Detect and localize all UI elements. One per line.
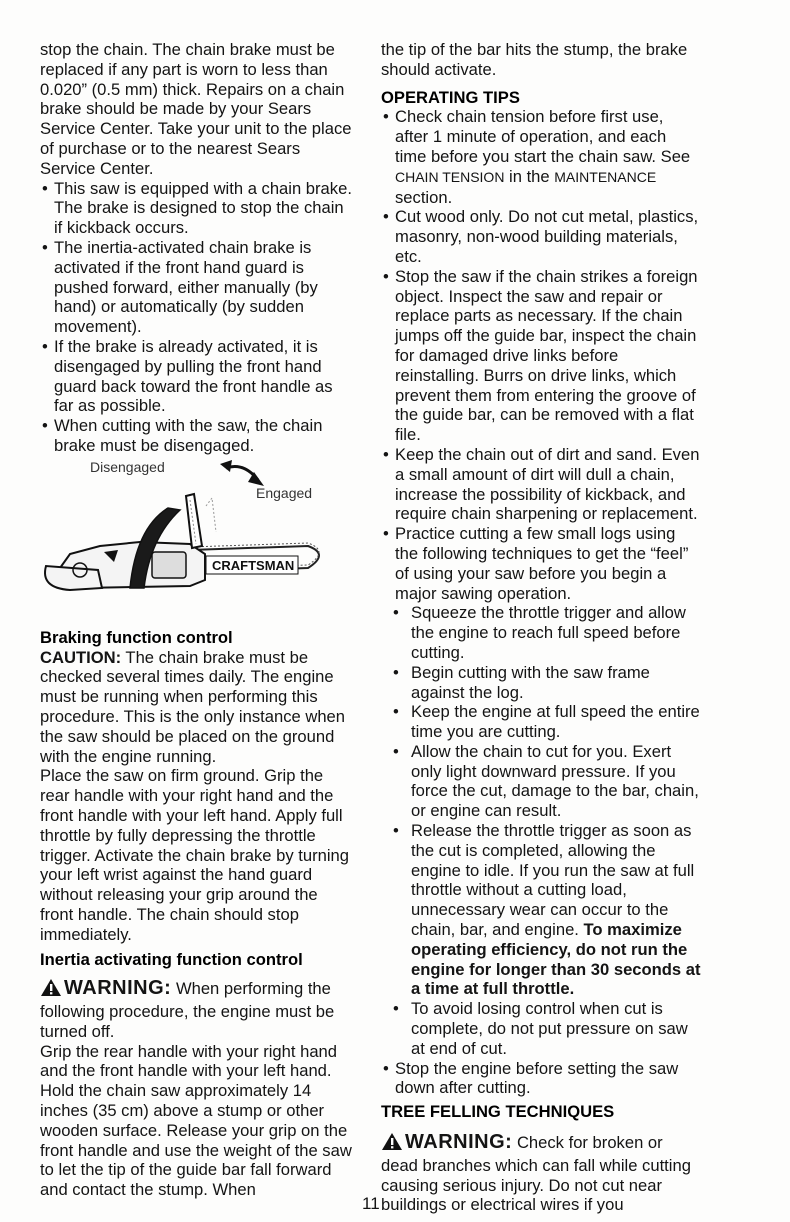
tip-text: Release the throttle trigger as soon as the cut is completed, allowing the engine to idle. If you run the saw at full throttle without a cutting load, unnecessary wear can occur to the chain, bar, and engine. [411, 821, 695, 940]
cutting-technique-list [381, 603, 701, 1058]
caution-text: The chain brake must be checked several times daily. The engine must be running when performing this procedure. This is the only instance when the saw should be placed on the ground with the engine running. [40, 647, 346, 766]
list-item: • Practice cutting a few small logs using the following techniques to get the “feel” of using your saw before you begin a major sawing operation. [381, 524, 701, 603]
list-item: • The inertia-activated chain brake is activated if the front hand guard is pushed forward, either manually (by hand) or automatically (by sudden movement). [40, 238, 352, 337]
list-item: • This saw is equipped with a chain brake. The brake is designed to stop the chain if kickback occurs. [40, 179, 352, 238]
warning-triangle-icon [381, 1132, 403, 1156]
list-item: • If the brake is already activated, it is disengaged by pulling the front hand guard back toward the front handle as far as possible. [40, 337, 352, 416]
caution-paragraph [40, 648, 352, 767]
list-item: • To avoid losing control when cut is complete, do not put pressure on saw at end of cut. [381, 999, 701, 1058]
warning-paragraph [40, 978, 352, 1041]
tree-felling-heading: TREE FELLING TECHNIQUES [381, 1102, 615, 1122]
list-item: • Allow the chain to cut for you. Exert only light downward pressure. If you force the cut, damage to the bar, chain, or engine can result. [381, 742, 701, 821]
operating-tips-list [381, 107, 701, 603]
list-item: • Keep the engine at full speed the entire time you are cutting. [381, 702, 701, 742]
list-item: • Stop the engine before setting the saw down after cutting. [381, 1059, 701, 1099]
list-item: • Cut wood only. Do not cut metal, plastics, masonry, non-wood building materials, etc. [381, 207, 701, 266]
braking-heading: Braking function control [40, 627, 233, 647]
inertia-paragraph: Grip the rear handle with your right hand and the front handle with your left hand. Hold the chain saw approximately 14 inches (35 cm) above a stump or other wooden surface. Release your grip on the front handle and use the weight of the saw to let the tip of the guide bar fall forward and contact the stump. When [40, 1041, 352, 1200]
tip-text: section. [395, 187, 453, 207]
list-item: • When cutting with the saw, the chain brake must be disengaged. [40, 416, 352, 456]
felling-warning-paragraph [381, 1132, 701, 1215]
left-column [40, 40, 352, 1200]
warning-word: WARNING: [64, 977, 172, 1000]
page-number: 11 [362, 1194, 380, 1213]
brand-text: CRAFTSMAN [212, 557, 295, 573]
tip-text: in the [504, 166, 555, 186]
warning-word: WARNING: [405, 1131, 513, 1154]
list-item: • Stop the saw if the chain strikes a foreign object. Inspect the saw and repair or replace parts as necessary. If the chain jumps off the guide bar, inspect the chain for damaged drive links before reinstalling. Burrs on drive links, which prevent them from entering the groove of the guide bar, can be removed with a flat file. [381, 267, 701, 445]
warning-triangle-icon [40, 978, 62, 1002]
right-column [381, 40, 701, 1215]
list-item [381, 821, 701, 999]
list-item: • Keep the chain out of dirt and sand. Even a small amount of dirt will dull a chain, increase the possibility of kickback, and require chain sharpening or replacement. [381, 445, 701, 524]
engaged-label: Engaged [256, 484, 313, 501]
list-item [381, 107, 701, 207]
continuation-paragraph: the tip of the bar hits the stump, the brake should activate. [381, 40, 688, 79]
chain-tension-ref: CHAIN TENSION [395, 168, 505, 185]
intro-paragraph: stop the chain. The chain brake must be replaced if any part is worn to less than 0.020” (0.5 mm) thick. Repairs on a chain brake should be made by your Sears Service Center. Take your unit to the place of purchase or to the nearest Sears Service Center. [40, 40, 352, 178]
list-item: • Squeeze the throttle trigger and allow the engine to reach full speed before cutting. [381, 603, 701, 662]
maintenance-ref: MAINTENANCE [554, 168, 657, 185]
chain-brake-bullets [40, 179, 352, 456]
inertia-heading: Inertia activating function control [40, 950, 303, 970]
chainsaw-illustration [40, 458, 352, 616]
warning-text: Check for broken or dead branches which can fall while cutting causing serious injury. Do not cut near buildings or electrical wires if you [381, 1133, 691, 1215]
tip-text: Check chain tension before first use, after 1 minute of operation, and each time before you start the chain saw. See [395, 107, 691, 166]
disengaged-label: Disengaged [90, 458, 165, 475]
tip-emphasis: To maximize operating efficiency, do not run the engine for longer than 30 seconds at a time at full throttle. [411, 920, 701, 999]
warning-text: When performing the following procedure, the engine must be turned off. [40, 979, 335, 1041]
operating-tips-heading: OPERATING TIPS [381, 87, 520, 107]
braking-paragraph: Place the saw on firm ground. Grip the rear handle with your right hand and the front handle with your left hand. Apply full throttle by fully depressing the throttle trigger. Activate the chain brake by turning your left wrist against the hand guard without releasing your grip around the front handle. The chain should stop immediately. [40, 766, 350, 944]
chain-brake-figure [40, 458, 352, 616]
stop-tip-list [381, 1059, 701, 1099]
caution-word: CAUTION: [40, 647, 122, 667]
list-item: • Begin cutting with the saw frame against the log. [381, 663, 701, 703]
